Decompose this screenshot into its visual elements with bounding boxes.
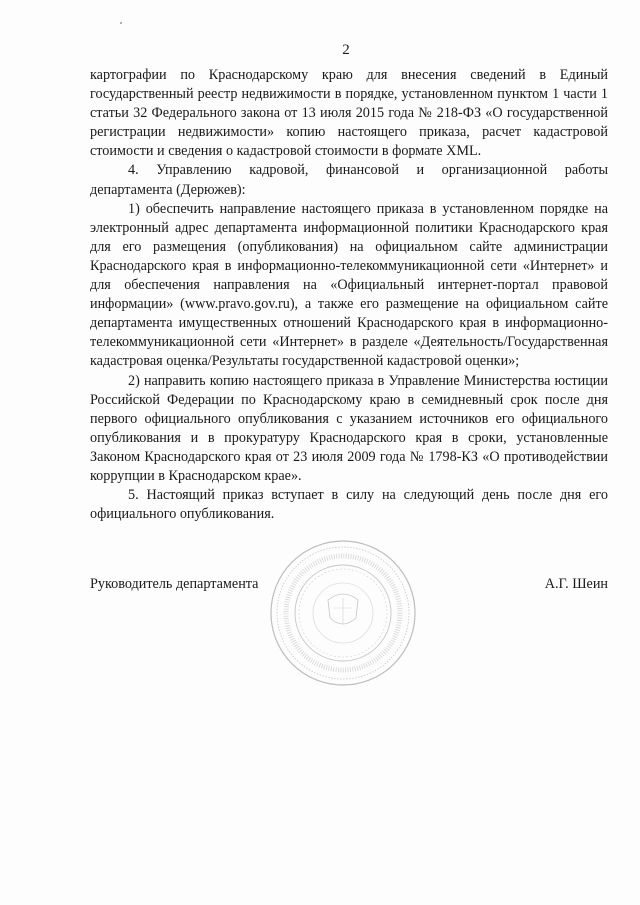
signatory-name: А.Г. Шеин [544,576,608,592]
page-number: 2 [342,42,350,58]
document-body [90,66,608,524]
paragraph-item-4: 4. Управлению кадровой, финансовой и организационной работы департамента (Дерюжев): [90,162,608,198]
paragraph-subitem-1: 1) обеспечить направление настоящего приказа в установленном порядке на электронный адрес департамента информационной политики Краснодарского края для его размещения (опубликования) на официальном сайте администрации Краснодарского края в информационно-телекоммуникационной сети «Интернет» и для обеспечения направления на «Официальный интернет-портал правовой информации» (www.pravo.gov.ru), а также его размещение на официальном сайте департамента имущественных отношений Краснодарского края в информационно-телекоммуникационной сети «Интернет» в разделе «Деятельность/Государственная кадастровая оценка/Результаты государственной кадастровой оценки»; [90,200,608,370]
paragraph-continuation: картографии по Краснодарскому краю для внесения сведений в Единый государственный реестр недвижимости в порядке, установленном пунктом 1 части 1 статьи 32 Федерального закона от 13 июля 2015 года № 218-ФЗ «О государственной регистрации недвижимости» копию настоящего приказа, расчет кадастровой стоимости и сведения о кадастровой стоимости в формате XML. [90,67,608,160]
paragraph-subitem-2: 2) направить копию настоящего приказа в Управление Министерства юстиции Российской Федерации по Краснодарскому краю в семидневный срок после дня первого официального опубликования с указанием источников его официального опубликования и в прокуратуру Краснодарского края в сроки, установленные Законом Краснодарского края от 23 июля 2009 года № 1798-КЗ «О противодействии коррупции в Краснодарском крае». [90,372,608,484]
scan-speck [120,22,122,24]
paragraph-item-5: 5. Настоящий приказ вступает в силу на следующий день после дня его официального опубликования. [90,487,608,523]
signatory-title: Руководитель департамента [90,576,259,592]
official-seal-stamp [268,538,418,688]
